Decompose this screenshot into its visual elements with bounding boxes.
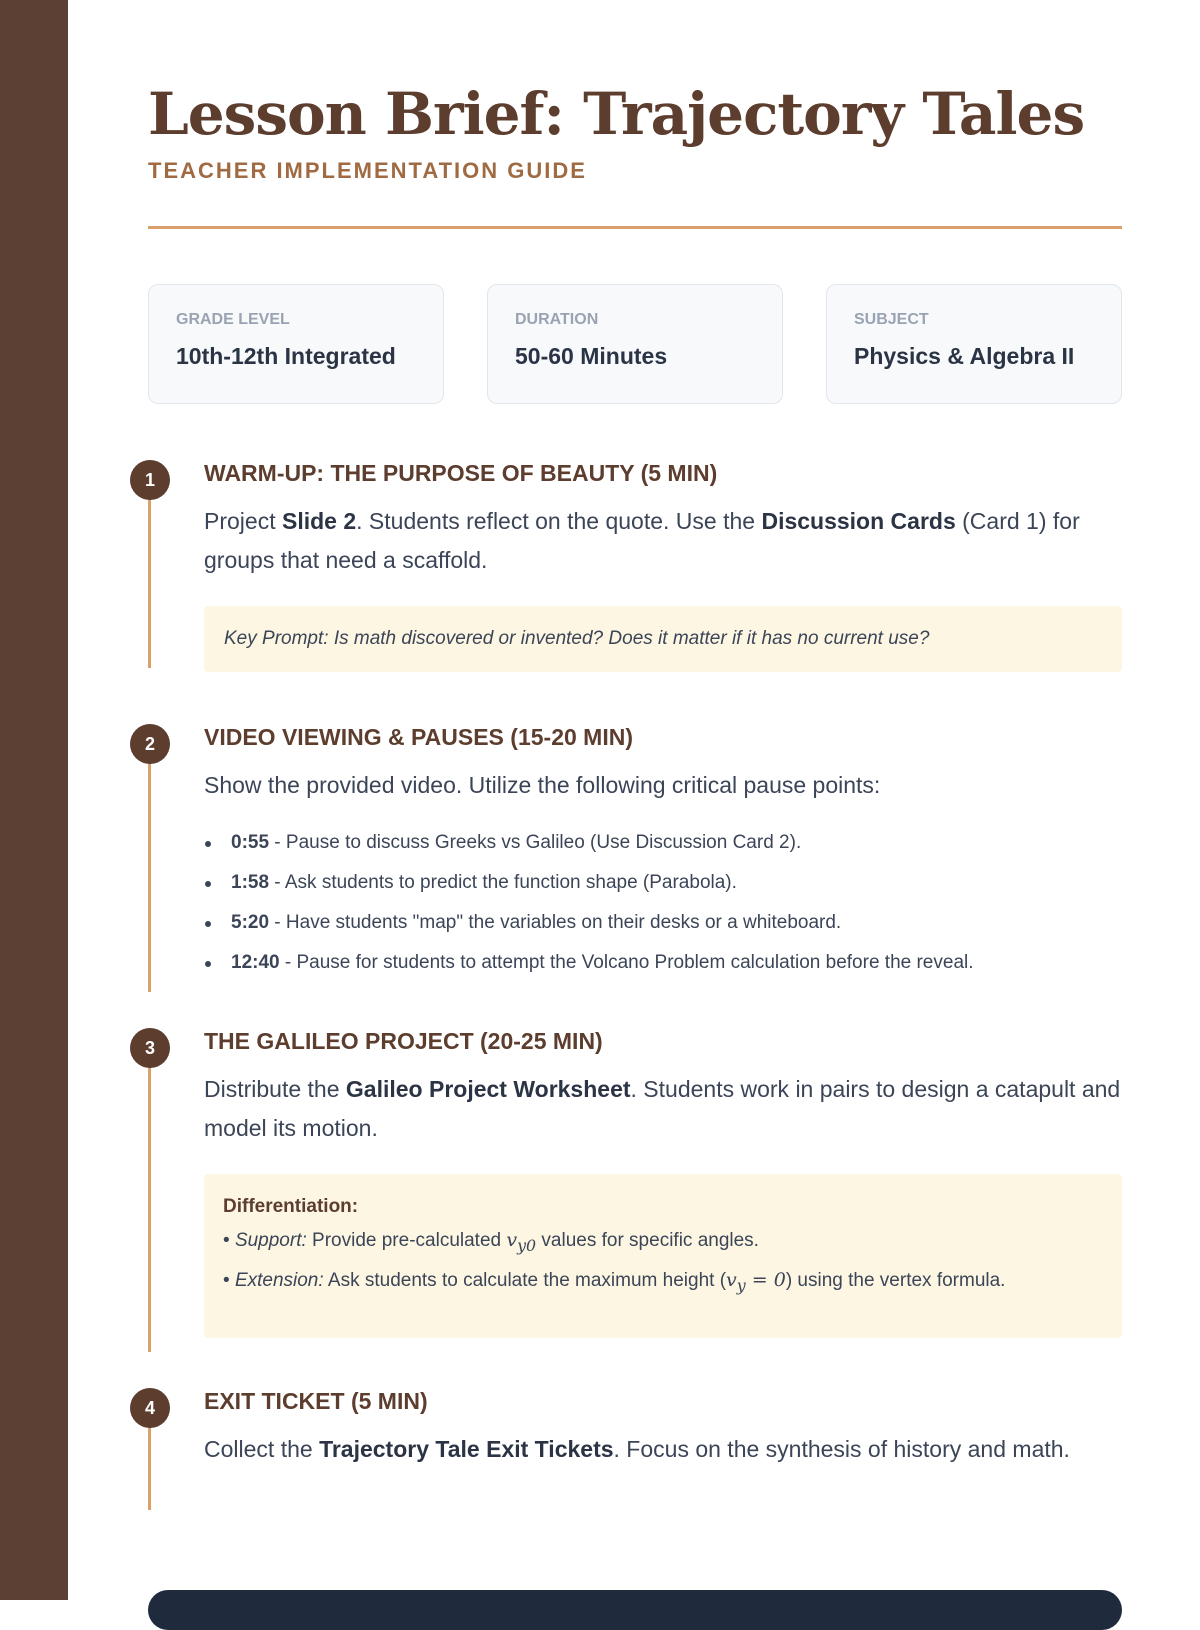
meta-value: 10th-12th Integrated	[176, 343, 396, 369]
page-title: Lesson Brief: Trajectory Tales	[148, 80, 1085, 148]
pause-points-list	[204, 823, 1122, 983]
step-description: Show the provided video. Utilize the following critical pause points:	[204, 772, 881, 798]
meta-value: 50-60 Minutes	[515, 343, 668, 369]
bold-term: Galileo Project Worksheet	[345, 1076, 631, 1102]
meta-label: SUBJECT	[854, 311, 929, 328]
timeline-line	[148, 478, 151, 668]
step-description: Distribute the Galileo Project Worksheet. Students work in pairs to design a catapult and model its motion.	[204, 1076, 1121, 1141]
bold-term: Discussion Cards	[761, 508, 956, 534]
step-exit-ticket	[144, 1386, 1122, 1516]
step-body	[204, 722, 1122, 983]
meta-card-subject	[826, 284, 1122, 404]
page-subtitle: TEACHER IMPLEMENTATION GUIDE	[148, 158, 587, 183]
step-title: THE GALILEO PROJECT (20-25 MIN)	[204, 1028, 603, 1054]
meta-card-duration	[487, 284, 783, 404]
bold-term: Trajectory Tale Exit Tickets	[319, 1436, 614, 1462]
step-body	[204, 1026, 1122, 1338]
differentiation-title: Differentiation:	[223, 1196, 359, 1217]
list-item: 0:55 - Pause to discuss Greeks vs Galileo (Use Discussion Card 2).	[204, 823, 1122, 863]
bold-term: Slide 2	[281, 508, 357, 534]
step-number-badge: 4	[130, 1388, 170, 1428]
step-galileo-project	[144, 1026, 1122, 1336]
meta-value: Physics & Algebra II	[854, 343, 1075, 369]
meta-card-grade-level	[148, 284, 444, 404]
list-item: 5:20 - Have students "map" the variables on their desks or a whiteboard.	[204, 903, 1122, 943]
meta-label: DURATION	[515, 311, 599, 328]
list-item: 12:40 - Pause for students to attempt the Volcano Problem calculation before the reveal.	[204, 943, 1122, 983]
step-title: EXIT TICKET (5 MIN)	[204, 1388, 428, 1414]
meta-label: GRADE LEVEL	[176, 311, 290, 328]
header-divider	[148, 226, 1122, 229]
step-body	[204, 1386, 1122, 1469]
timeline-line	[148, 742, 151, 992]
step-title: VIDEO VIEWING & PAUSES (15-20 MIN)	[204, 724, 633, 750]
step-body	[204, 458, 1122, 672]
extension-item: • Extension: Ask students to calculate the maximum height $(v_y = 0)$ using the vertex formula.	[223, 1268, 1006, 1295]
left-accent-bar	[0, 0, 68, 1600]
step-number-badge: 1	[130, 460, 170, 500]
step-number-badge: 2	[130, 724, 170, 764]
step-description: Project Slide 2. Students reflect on the quote. Use the Discussion Cards (Card 1) for groups that need a scaffold.	[204, 508, 1080, 573]
list-item: 1:58 - Ask students to predict the function shape (Parabola).	[204, 863, 1122, 903]
step-warm-up	[144, 458, 1122, 670]
meta-cards	[148, 284, 1122, 404]
differentiation-callout	[204, 1174, 1122, 1338]
support-item: • Support: Provide pre-calculated $v_{y0}$ values for specific angles.	[223, 1229, 759, 1255]
timeline-line	[148, 1046, 151, 1352]
footer-banner	[148, 1590, 1122, 1630]
step-video-viewing	[144, 722, 1122, 978]
step-number-badge: 3	[130, 1028, 170, 1068]
key-prompt-callout: Key Prompt: Is math discovered or invented? Does it matter if it has no current use?	[204, 606, 1122, 672]
step-description: Collect the Trajectory Tale Exit Tickets. Focus on the synthesis of history and math.	[204, 1436, 1070, 1462]
step-title: WARM-UP: THE PURPOSE OF BEAUTY (5 MIN)	[204, 460, 718, 486]
